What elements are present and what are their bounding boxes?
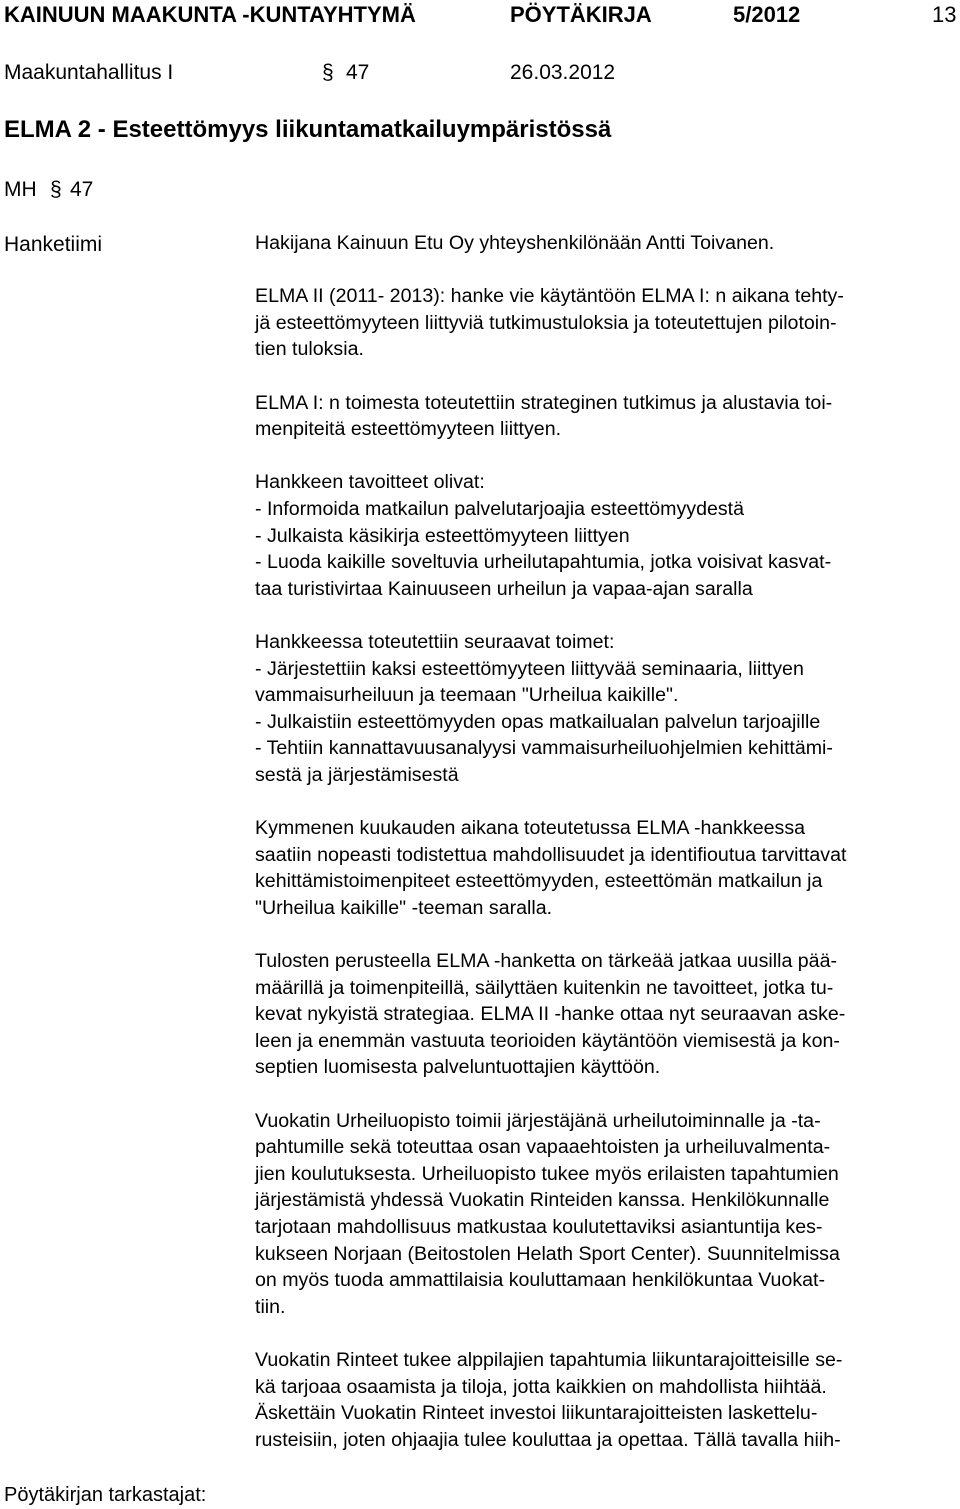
text-line: Vuokatin Rinteet tukee alppilajien tapahtumia liikuntarajoitteisille se- <box>255 1348 843 1371</box>
text-line: - Julkaista käsikirja esteettömyyteen liittyen <box>255 524 630 547</box>
paragraph <box>255 469 955 602</box>
text-line: tien tuloksia. <box>255 338 364 361</box>
reference-prefix: MH <box>4 178 37 201</box>
text-line: Vuokatin Urheiluopisto toimii järjestäjänä urheilutoiminnalle ja -ta- <box>255 1109 821 1132</box>
text-line: menpiteitä esteettömyyteen liittyen. <box>255 418 562 441</box>
meeting-date: 26.03.2012 <box>510 61 616 84</box>
text-line: Hankkeen tavoitteet olivat: <box>255 471 485 494</box>
text-line: - Järjestettiin kaksi esteettömyyteen liittyvää seminaaria, liittyen <box>255 657 804 680</box>
reference-number: 47 <box>70 178 94 201</box>
header-doc-type: PÖYTÄKIRJA <box>510 2 652 27</box>
section-symbol: § <box>322 61 334 84</box>
text-line: ELMA II (2011- 2013): hanke vie käytäntöön ELMA I: n aikana tehty- <box>255 285 844 308</box>
text-line: jien koulutuksesta. Urheiluopisto tukee myös erilaisten tapahtumien <box>255 1162 839 1185</box>
paragraph <box>255 948 955 1081</box>
page-title: ELMA 2 - Esteettömyys liikuntamatkailuympäristössä <box>4 116 612 143</box>
text-line: tarjotaan mahdollisuus matkustaa koulutettaviksi asiantuntija kes- <box>255 1215 823 1238</box>
reference-symbol: § <box>50 178 62 201</box>
text-line: järjestämistä yhdessä Vuokatin Rinteiden kanssa. Henkilökunnalle <box>255 1189 830 1212</box>
text-line: vammaisurheiluun ja teemaan "Urheilua kaikille". <box>255 684 679 707</box>
text-line: "Urheilua kaikille" -teeman saralla. <box>255 896 553 919</box>
text-line: - Julkaistiin esteettömyyden opas matkailualan palvelun tarjoajille <box>255 710 821 733</box>
header-body: Maakuntahallitus I <box>4 61 174 84</box>
paragraph <box>255 629 955 789</box>
text-line: leen ja enemmän vastuuta teorioiden käytäntöön viemisestä ja kon- <box>255 1029 840 1052</box>
text-line: kä tarjoaa osaamista ja tiloja, jotta kaikkien on mahdollista hiihtää. <box>255 1375 827 1398</box>
text-line: - Informoida matkailun palvelutarjoajia esteettömyydestä <box>255 497 745 520</box>
footer-label: Pöytäkirjan tarkastajat: <box>4 1484 207 1506</box>
text-line: Tulosten perusteella ELMA -hanketta on tärkeää jatkaa uusilla pää- <box>255 950 837 973</box>
header-doc-number: 5/2012 <box>733 2 801 27</box>
text-line: Äskettäin Vuokatin Rinteet investoi liikuntarajoitteisten laskettelu- <box>255 1402 818 1425</box>
text-line: Hankkeessa toteutettiin seuraavat toimet: <box>255 630 615 653</box>
text-line: septien luomisesta palveluntuottajien käyttöön. <box>255 1056 661 1079</box>
text-line: kehittämistoimenpiteet esteettömyyden, esteettömän matkailun ja <box>255 870 823 893</box>
section-number: 47 <box>346 61 370 84</box>
page-number: 13 <box>932 2 957 27</box>
text-line: pahtumille sekä toteuttaa osan vapaaehtoisten ja urheiluvalmenta- <box>255 1136 831 1159</box>
paragraph <box>255 390 955 443</box>
text-line: saatiin nopeasti todistettua mahdollisuudet ja identifioutua tarvittavat <box>255 843 847 866</box>
paragraph <box>255 1108 955 1321</box>
text-line: Hakijana Kainuun Etu Oy yhteyshenkilönään Antti Toivanen. <box>255 232 775 254</box>
text-line: sestä ja järjestämisestä <box>255 763 459 786</box>
section-label: Hanketiimi <box>4 233 103 256</box>
text-line: Kymmenen kuukauden aikana toteutetussa ELMA -hankkeessa <box>255 817 806 840</box>
text-line: kukseen Norjaan (Beitostolen Helath Sport Center). Suunnitelmissa <box>255 1242 840 1265</box>
text-line: rusteisiin, joten ohjaajia tulee kouluttaa ja opettaa. Tällä tavalla hiih- <box>255 1428 841 1451</box>
text-line: kevat nykyistä strategiaa. ELMA II -hanke ottaa nyt seuraavan aske- <box>255 1003 846 1026</box>
text-line: - Luoda kaikille soveltuvia urheilutapahtumia, jotka voisivat kasvat- <box>255 551 832 574</box>
text-line: - Tehtiin kannattavuusanalyysi vammaisurheiluohjelmien kehittämi- <box>255 737 833 760</box>
text-line: tiin. <box>255 1295 286 1318</box>
paragraph <box>255 283 955 363</box>
text-line: jä esteettömyyteen liittyviä tutkimustuloksia ja toteutettujen pilotoin- <box>255 311 837 334</box>
paragraph <box>255 1347 955 1453</box>
text-line: on myös tuoda ammattilaisia kouluttamaan henkilökuntaa Vuokat- <box>255 1269 825 1292</box>
paragraph <box>255 230 955 257</box>
paragraph <box>255 815 955 921</box>
header-org: KAINUUN MAAKUNTA -KUNTAYHTYMÄ <box>4 2 416 27</box>
text-line: taa turistivirtaa Kainuuseen urheilun ja vapaa-ajan saralla <box>255 577 753 600</box>
text-line: määrillä ja toimenpiteillä, säilyttäen kuitenkin ne tavoitteet, jotka tu- <box>255 976 834 999</box>
text-line: ELMA I: n toimesta toteutettiin strateginen tutkimus ja alustavia toi- <box>255 391 833 414</box>
body-text <box>255 230 955 1480</box>
